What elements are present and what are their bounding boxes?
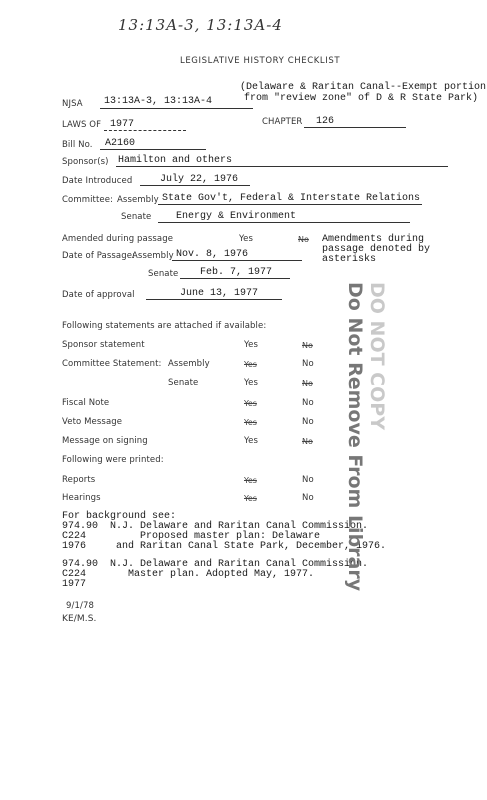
printed-label: Hearings [62, 493, 101, 503]
statement-yes-struck: Yes [244, 360, 257, 369]
statement-no: No [302, 417, 314, 427]
date-of-approval-value: June 13, 1977 [180, 288, 259, 299]
printed-no: No [302, 493, 314, 503]
statement-no-struck: No [302, 379, 313, 388]
bill-no-value: A2160 [105, 138, 136, 149]
amended-no-struck: No [298, 235, 309, 244]
background-entry-line: C224 Master plan. Adopted May, 1977. [62, 569, 315, 580]
bill-no-label: Bill No. [62, 140, 93, 150]
statement-label: Message on signing [62, 436, 148, 446]
background-entry-line: 1977 [62, 579, 87, 590]
statement-yes: Yes [244, 340, 259, 350]
bill-no-underline [100, 149, 206, 150]
date-introduced-underline [140, 185, 250, 186]
handwritten-header: 13:13A-3, 13:13A-4 [118, 16, 283, 34]
committee-senate-label: Senate [121, 212, 152, 222]
printed-no: No [302, 475, 314, 485]
committee-senate-value: Energy & Environment [176, 211, 297, 222]
printed-header: Following were printed: [62, 455, 164, 465]
chapter-value: 126 [316, 116, 335, 127]
statement-label: Veto Message [62, 417, 123, 427]
statement-label: Sponsor statement [62, 340, 145, 350]
library-stamp [344, 282, 388, 591]
laws-of-label: LAWS OF [62, 120, 102, 130]
statement-no: No [302, 398, 314, 408]
sponsors-value: Hamilton and others [118, 155, 233, 166]
footer-initials: KE/M.S. [62, 614, 97, 624]
amendments-note-2: passage denoted by [322, 244, 431, 255]
njsa-label: NJSA [62, 99, 83, 109]
sponsors-label: Sponsor(s) [62, 157, 109, 167]
committee-assembly-value: State Gov't, Federal & Interstate Relations [162, 193, 421, 204]
statement-yes-struck: Yes [244, 399, 257, 408]
sponsors-underline [116, 166, 448, 167]
committee-assembly-label: Assembly [117, 195, 159, 205]
note-line-2: from "review zone" of D & R State Park) [244, 93, 479, 104]
date-of-approval-underline [146, 299, 282, 300]
printed-yes-struck: Yes [244, 494, 257, 503]
statement-label: Fiscal Note [62, 398, 110, 408]
passage-assembly-underline [172, 260, 302, 261]
date-of-approval-label: Date of approval [62, 290, 135, 300]
page-title: LEGISLATIVE HISTORY CHECKLIST [180, 56, 341, 66]
statement-sub-label: Assembly [168, 359, 210, 369]
amended-yes: Yes [239, 234, 254, 244]
passage-senate-value: Feb. 7, 1977 [200, 267, 273, 278]
statement-yes: Yes [244, 436, 259, 446]
amended-label: Amended during passage [62, 234, 174, 244]
committee-label: Committee: [62, 195, 114, 205]
date-introduced-value: July 22, 1976 [160, 174, 239, 185]
chapter-label: CHAPTER [262, 117, 303, 127]
statement-label: Committee Statement: [62, 359, 162, 369]
background-entry-line: 974.90 N.J. Delaware and Raritan Canal Commission. [62, 559, 369, 570]
amendments-note-1: Amendments during [322, 234, 425, 245]
njsa-value: 13:13A-3, 13:13A-4 [104, 96, 213, 107]
laws-of-value: 1977 [110, 119, 135, 130]
statement-sub-label: Senate [168, 378, 199, 388]
printed-label: Reports [62, 475, 96, 485]
do-not-remove-stamp: Do Not Remove From Library [344, 282, 366, 592]
background-entry-line: C224 Proposed master plan: Delaware [62, 531, 321, 542]
background-entry-line: 974.90 N.J. Delaware and Raritan Canal Commission. [62, 521, 369, 532]
statement-yes-struck: Yes [244, 418, 257, 427]
njsa-underline [100, 108, 253, 109]
printed-yes-struck: Yes [244, 476, 257, 485]
passage-senate-underline [180, 278, 290, 279]
committee-senate-underline [158, 222, 410, 223]
note-line-1: (Delaware & Raritan Canal--Exempt portion [240, 82, 487, 93]
do-not-copy-stamp: DO NOT COPY [366, 282, 388, 430]
passage-assembly-value: Nov. 8, 1976 [176, 249, 249, 260]
background-entry-line: 1976 and Raritan Canal State Park, December, 1976. [62, 541, 387, 552]
statements-header: Following statements are attached if available: [62, 321, 267, 331]
passage-assembly-label: Assembly [132, 251, 174, 261]
background-header: For background see: [62, 511, 177, 522]
statement-no: No [302, 359, 314, 369]
statement-no-struck: No [302, 341, 313, 350]
statement-yes: Yes [244, 378, 259, 388]
laws-of-underline [104, 130, 186, 131]
passage-senate-label: Senate [148, 269, 179, 279]
date-introduced-label: Date Introduced [62, 176, 133, 186]
date-of-passage-label: Date of Passage: [62, 251, 136, 261]
statement-no-struck: No [302, 437, 313, 446]
amendments-note-3: asterisks [322, 254, 377, 265]
committee-assembly-underline [158, 204, 422, 205]
footer-date: 9/1/78 [66, 601, 94, 611]
chapter-underline [304, 127, 406, 128]
